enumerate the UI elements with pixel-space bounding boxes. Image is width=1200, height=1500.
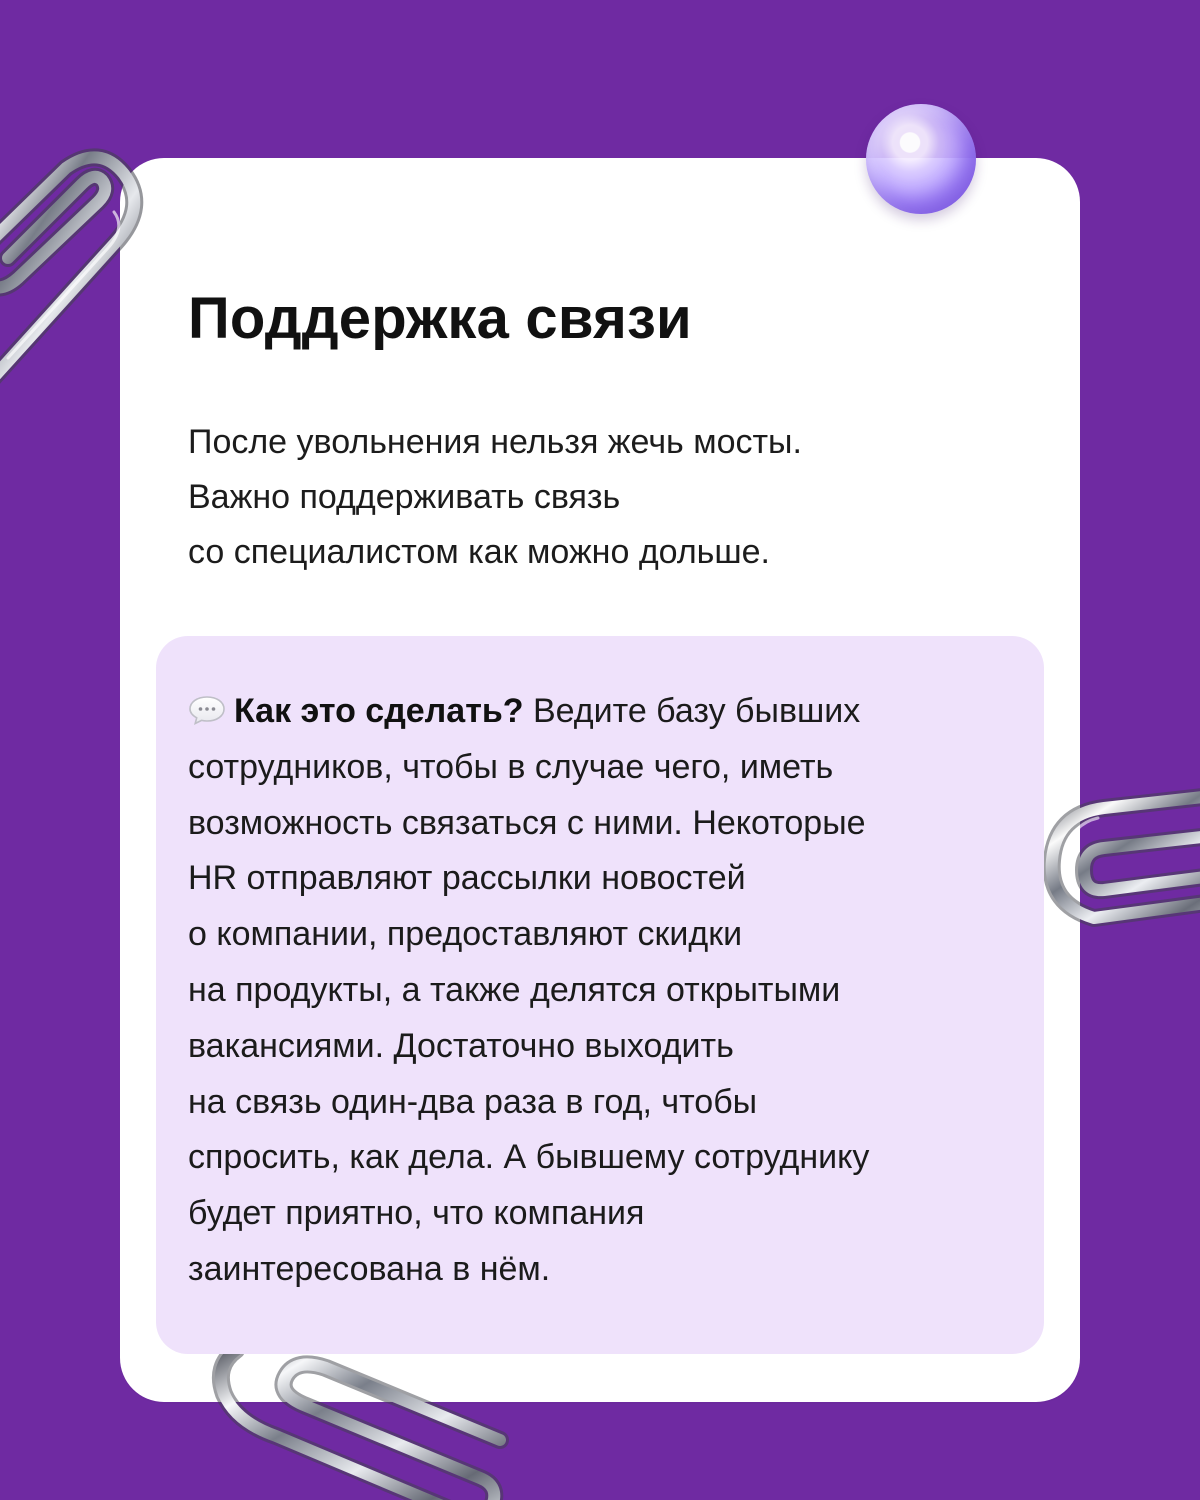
page-title: Поддержка связи (188, 286, 692, 351)
speech-bubble-icon (188, 695, 226, 725)
tip-lead: Как это сделать? (234, 692, 524, 730)
intro-line-1: После увольнения нельзя жечь мосты. (188, 423, 802, 461)
tip-line-5: о компании, предоставляют скидки (188, 915, 743, 954)
tip-line-4: HR отправляют рассылки новостей (188, 859, 746, 898)
intro-line-3: со специалистом как можно дольше. (188, 533, 771, 571)
tip-line-8: на связь один-два раза в год, чтобы (188, 1082, 758, 1121)
intro-line-2: Важно поддерживать связь (188, 478, 621, 516)
tip-line-11: заинтересована в нём. (188, 1249, 551, 1288)
tip-line-9: спросить, как дела. А бывшему сотруднику (188, 1138, 870, 1177)
tip-line-1 (188, 684, 1028, 740)
tip-line-7: вакансиями. Достаточно выходить (188, 1026, 734, 1065)
tip-text (188, 684, 1028, 1298)
tip-line-6: на продукты, а также делятся открытыми (188, 970, 841, 1009)
pushpin (866, 104, 976, 214)
tip-line-10: будет приятно, что компания (188, 1194, 645, 1233)
tip-line-2: сотрудников, чтобы в случае чего, иметь (188, 747, 834, 786)
tip-line-1-text: Ведите базу бывших (532, 692, 861, 730)
intro-text (188, 415, 1008, 580)
tip-line-3: возможность связаться с ними. Некоторые (188, 803, 866, 842)
